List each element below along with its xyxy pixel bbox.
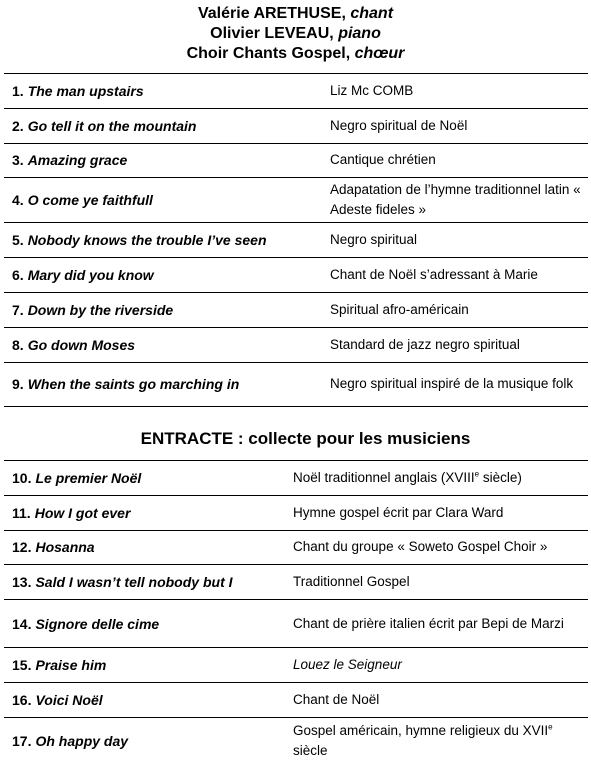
performer-line-piano [0, 24, 591, 44]
song-title [12, 74, 144, 108]
song-description [293, 461, 582, 495]
song-description: Chant de prière italien écrit par Bepi de Marzi [293, 615, 564, 631]
song-title [12, 363, 239, 406]
program-row [4, 717, 588, 765]
song-title [12, 328, 135, 362]
song-description: Spiritual afro-américain [330, 301, 469, 317]
program-row [4, 362, 588, 407]
song-name: Nobody knows the trouble I’ve seen [27, 232, 267, 249]
program-row [4, 682, 588, 717]
performer-line-choir [0, 44, 591, 64]
song-title [12, 109, 196, 143]
song-number: 3. [12, 152, 24, 169]
song-description: Standard de jazz negro spiritual [330, 336, 520, 352]
song-description: Negro spiritual de Noël [330, 117, 468, 133]
song-title [12, 600, 159, 647]
program-row [4, 564, 588, 599]
desc-text: Gospel américain, hymne religieux du XVII [293, 723, 549, 739]
song-description: Louez le Seigneur [293, 657, 402, 673]
song-name: The man upstairs [27, 82, 144, 99]
program-row [4, 108, 588, 143]
desc-text: Noël traditionnel anglais (XVIII [293, 469, 475, 485]
program-row [4, 647, 588, 682]
program-row [4, 292, 588, 327]
song-number: 9. [12, 376, 24, 393]
program-part-2 [4, 460, 588, 765]
program-row [4, 222, 588, 257]
song-name: How I got ever [34, 504, 131, 521]
song-description: Adapatation de l’hymne traditionnel latin « Adeste fideles » [330, 182, 581, 218]
program-row [4, 495, 588, 530]
song-title [12, 293, 173, 327]
song-name: Amazing grace [27, 152, 128, 169]
song-number: 12. [12, 539, 32, 556]
concert-header [0, 4, 591, 64]
song-number: 5. [12, 232, 24, 249]
song-name: Go down Moses [27, 336, 136, 353]
song-number: 14. [12, 615, 32, 632]
song-title [12, 223, 267, 257]
song-number: 11. [12, 504, 31, 521]
song-title [12, 683, 103, 717]
song-title [12, 258, 154, 292]
song-title [12, 565, 233, 599]
desc-superscript: e [548, 722, 553, 732]
song-name: O come ye faithfull [27, 192, 153, 209]
program-row [4, 143, 588, 178]
song-description: Chant du groupe « Soweto Gospel Choir » [293, 539, 548, 555]
program-part-1 [4, 73, 588, 407]
performer-name: Valérie ARETHUSE, [197, 5, 346, 22]
performer-role: chant [350, 5, 394, 22]
program-row [4, 530, 588, 565]
song-description: Negro spiritual [330, 232, 418, 248]
song-title [12, 531, 95, 565]
performer-role: piano [338, 25, 381, 42]
song-description: Hymne gospel écrit par Clara Ward [293, 504, 504, 520]
performer-line-vocals [0, 4, 591, 24]
performer-name: Choir Chants Gospel, [186, 45, 351, 62]
song-title [12, 461, 141, 495]
song-title [12, 648, 106, 682]
song-title [12, 144, 127, 178]
song-name: Go tell it on the mountain [27, 117, 197, 134]
song-name: Signore delle cime [35, 615, 160, 632]
song-name: Sald I wasn’t tell nobody but I [35, 574, 233, 591]
song-number: 15. [12, 657, 32, 674]
song-description: Chant de Noël [293, 691, 380, 707]
song-number: 17. [12, 733, 32, 750]
desc-superscript: e [474, 469, 480, 479]
song-number: 6. [12, 267, 24, 284]
program-row [4, 73, 588, 108]
song-number: 8. [12, 336, 24, 353]
song-description: Liz Mc COMB [330, 82, 414, 98]
song-description: Negro spiritual inspiré de la musique folk [330, 376, 574, 392]
song-title [12, 718, 128, 765]
song-number: 10. [12, 469, 32, 486]
song-title [12, 496, 130, 530]
desc-text: siècle [293, 743, 328, 759]
program-row [4, 257, 588, 292]
program-row [4, 599, 588, 647]
song-name: Praise him [35, 657, 107, 674]
song-description: Traditionnel Gospel [293, 574, 410, 590]
song-name: Down by the riverside [27, 301, 174, 318]
song-name: Voici Noël [35, 691, 103, 708]
song-number: 13. [12, 574, 32, 591]
song-name: Hosanna [35, 539, 95, 556]
song-description: Chant de Noël s’adressant à Marie [330, 267, 538, 283]
program-row [4, 460, 588, 495]
performer-name: Olivier LEVEAU, [210, 25, 334, 42]
song-number: 1. [12, 82, 24, 99]
program-row [4, 327, 588, 362]
song-number: 7. [12, 301, 24, 318]
song-number: 2. [12, 117, 24, 134]
performer-role: chœur [354, 45, 405, 62]
song-name: When the saints go marching in [27, 376, 240, 393]
song-description [293, 718, 582, 765]
intermission-heading: ENTRACTE : collecte pour les musiciens [140, 429, 471, 448]
song-number: 4. [12, 192, 24, 209]
song-name: Le premier Noël [35, 469, 142, 486]
song-number: 16. [12, 691, 32, 708]
program-row [4, 177, 588, 222]
song-title [12, 178, 153, 222]
song-description: Cantique chrétien [330, 152, 436, 168]
song-name: Oh happy day [35, 733, 129, 750]
desc-text: siècle) [479, 469, 522, 485]
song-name: Mary did you know [27, 267, 154, 284]
